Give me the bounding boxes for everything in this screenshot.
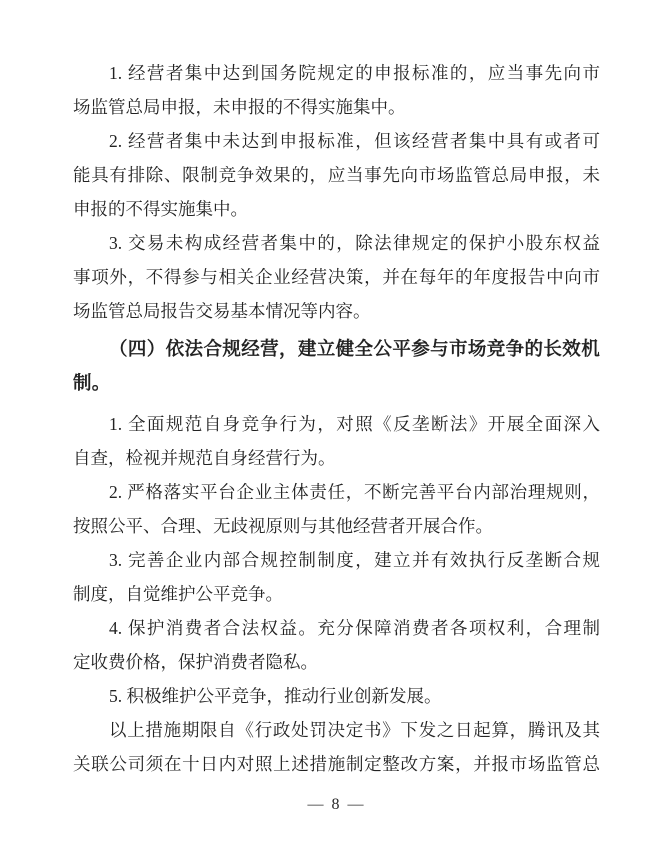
paragraph (73, 226, 600, 328)
text-line: 5. 积极维护公平竞争，推动行业创新发展。 (109, 686, 442, 706)
heading-line: （四）依法合规经营，建立健全公平参与市场竞争的长效机 (109, 340, 600, 360)
paragraph (73, 611, 600, 679)
section-heading (73, 333, 600, 401)
heading-line: 制。 (73, 374, 111, 394)
text-line: 1. 全面规范自身竞争行为，对照《反垄断法》开展全面深入 (109, 414, 600, 434)
document-body (73, 56, 600, 781)
paragraph (73, 475, 600, 543)
text-line: 关联公司须在十日内对照上述措施制定整改方案，并报市场监管总 (73, 754, 600, 774)
text-line: 自查，检视并规范自身经营行为。 (73, 448, 336, 468)
text-line: 定收费价格，保护消费者隐私。 (73, 652, 318, 672)
text-line: 1. 经营者集中达到国务院规定的申报标准的，应当事先向市 (109, 63, 600, 83)
page-footer (73, 792, 600, 818)
text-line: 4. 保护消费者合法权益。充分保障消费者各项权利，合理制 (109, 618, 600, 638)
text-line: 2. 严格落实平台企业主体责任，不断完善平台内部治理规则， (109, 482, 600, 502)
text-line: 3. 交易未构成经营者集中的，除法律规定的保护小股东权益 (109, 233, 600, 253)
paragraph (73, 407, 600, 475)
paragraph (73, 543, 600, 611)
paragraph (73, 56, 600, 124)
text-line: 制度，自觉维护公平竞争。 (73, 584, 283, 604)
paragraph (73, 124, 600, 226)
text-line: 场监管总局报告交易基本情况等内容。 (73, 301, 371, 321)
text-line: 3. 完善企业内部合规控制制度，建立并有效执行反垄断合规 (109, 550, 600, 570)
text-line: 按照公平、合理、无歧视原则与其他经营者开展合作。 (73, 516, 493, 536)
paragraph (73, 679, 600, 713)
text-line: 事项外，不得参与相关企业经营决策，并在每年的年度报告中向市 (73, 267, 600, 287)
text-line: 2. 经营者集中未达到申报标准，但该经营者集中具有或者可 (109, 131, 600, 151)
page-number: — 8 — (307, 796, 366, 813)
paragraph (73, 713, 600, 781)
text-line: 以上措施期限自《行政处罚决定书》下发之日起算，腾讯及其 (109, 720, 600, 740)
text-line: 能具有排除、限制竞争效果的，应当事先向市场监管总局申报，未 (73, 165, 600, 185)
text-line: 场监管总局申报，未申报的不得实施集中。 (73, 97, 406, 117)
text-line: 申报的不得实施集中。 (73, 199, 248, 219)
